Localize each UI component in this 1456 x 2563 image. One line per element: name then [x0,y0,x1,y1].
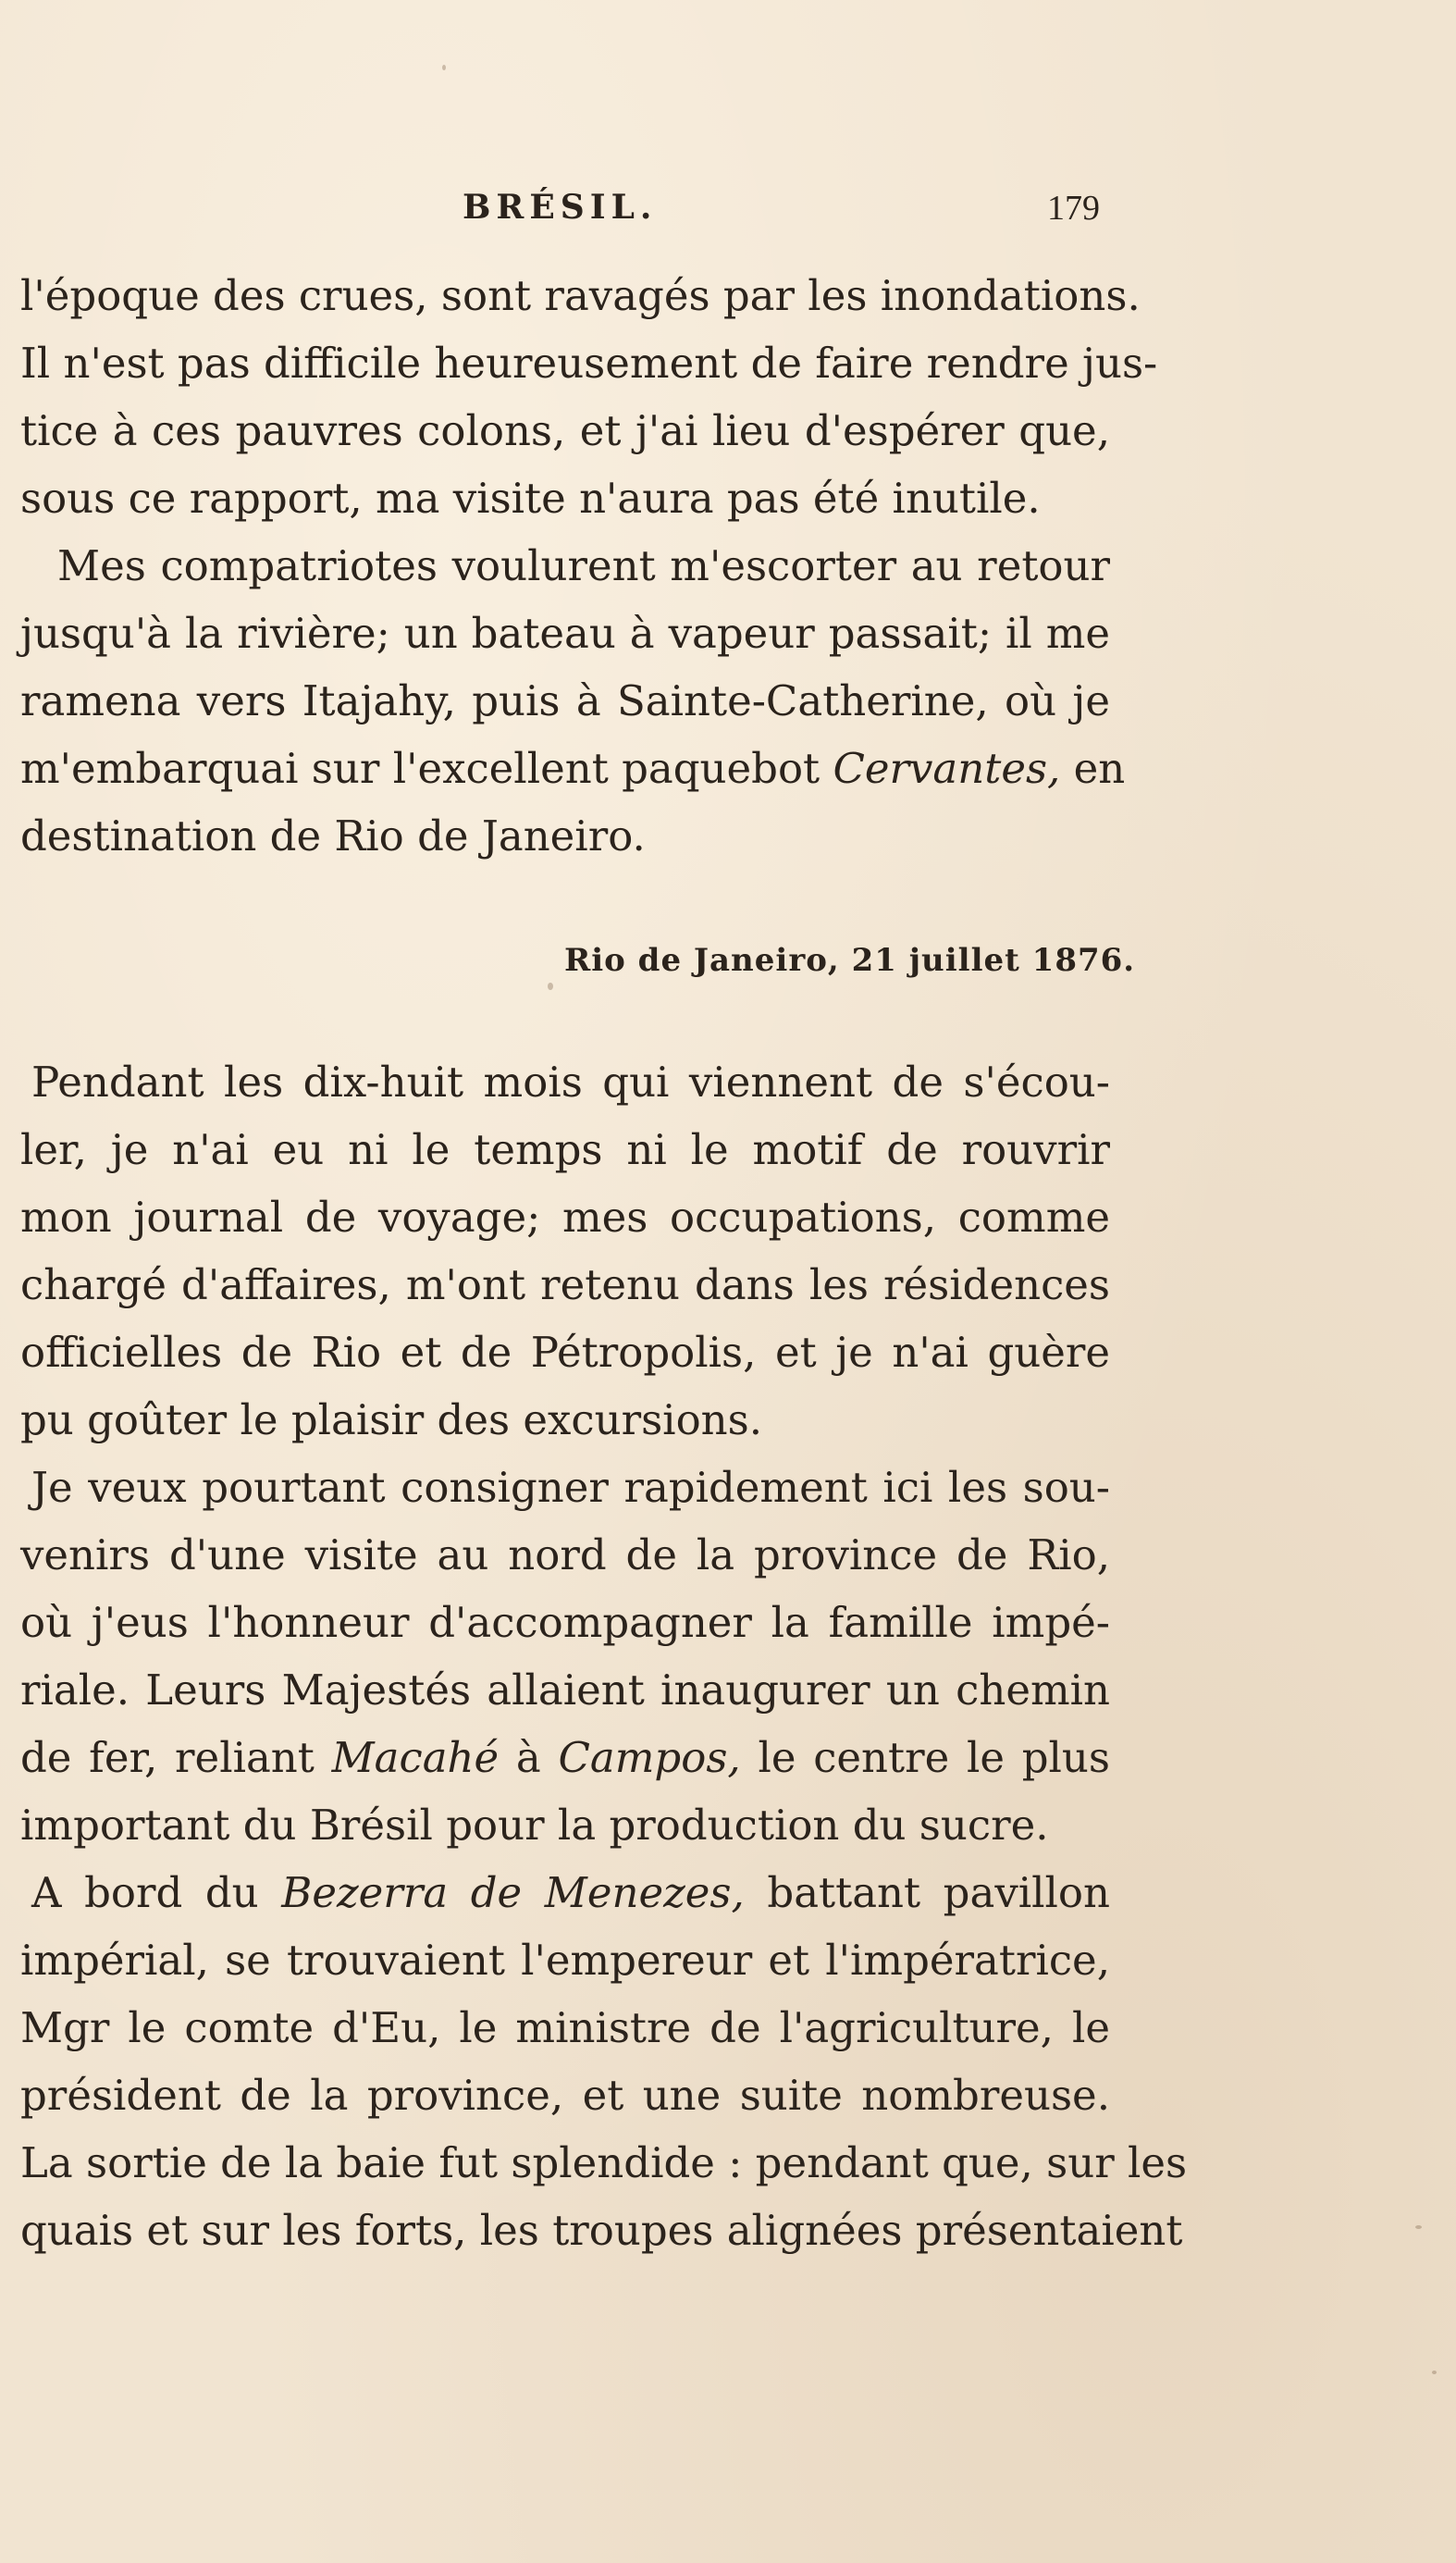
ship-name-italic: Cervantes, [833,744,1061,793]
text-line: Mgr le comte d'Eu, le ministre de l'agriculture, le [20,2003,1110,2052]
text-block-upper [20,262,1158,870]
text-line: riale. Leurs Majestés allaient inaugurer un chemin [20,1665,1110,1715]
text-line: Pendant les dix-huit mois qui viennent de s'écou- [31,1058,1110,1107]
text-segment: battant pavillon [767,1868,1110,1917]
text-line: tice à ces pauvres colons, et j'ai lieu d'espérer que, [20,406,1110,455]
text-line: Il n'est pas difficile heureusement de faire rendre jus- [20,339,1158,388]
paper-speck [442,65,446,70]
paper-speck [548,983,553,990]
text-line: venirs d'une visite au nord de la province de Rio, [20,1530,1110,1579]
running-head [0,188,1456,234]
running-title: BRÉSIL. [463,188,658,227]
text-segment: A bord du [31,1868,259,1917]
dateline: Rio de Janeiro, 21 juillet 1876. [564,942,1136,979]
text-line: où j'eus l'honneur d'accompagner la famille impé- [20,1598,1110,1647]
text-line: important du Brésil pour la production du sucre. [20,1801,1049,1850]
text-line: ler, je n'ai eu ni le temps ni le motif de rouvrir [20,1125,1110,1174]
text-line: pu goûter le plaisir des excursions. [20,1395,763,1444]
text-line: sous ce rapport, ma visite n'aura pas été inutile. [20,474,1041,523]
text-segment: m'embarquai sur l'excellent paquebot [20,744,821,793]
text-line: président de la province, et une suite nombreuse. [20,2071,1110,2120]
text-line: La sortie de la baie fut splendide : pendant que, sur les [20,2138,1188,2187]
text-line: ramena vers Itajahy, puis à Sainte-Catherine, où je [20,676,1110,725]
text-line: Mes compatriotes voulurent m'escorter au retour [57,541,1110,590]
text-segment: le centre le plus [758,1733,1110,1782]
ship-name-italic: Bezerra de Menezes, [281,1868,745,1917]
text-line: l'époque des crues, sont ravagés par les inondations. [20,271,1141,320]
text-line: quais et sur les forts, les troupes alignées présentaient [20,2206,1183,2255]
text-line: officielles de Rio et de Pétropolis, et je n'ai guère [20,1328,1110,1377]
text-line: chargé d'affaires, m'ont retenu dans les résidences [20,1260,1110,1309]
text-line: mon journal de voyage; mes occupations, comme [20,1193,1110,1242]
text-block-lower [20,1048,1188,2264]
page-number: 179 [1047,189,1100,228]
text-line: Je veux pourtant consigner rapidement ici les sou- [31,1463,1110,1512]
text-segment: de fer, reliant [20,1733,315,1782]
text-segment: en [1073,744,1126,793]
text-line-with-italic [20,1859,1110,1926]
text-line: destination de Rio de Janeiro. [20,811,646,861]
text-line: jusqu'à la rivière; un bateau à vapeur passait; il me [20,609,1110,658]
text-line-with-italic [20,735,1126,802]
place-name-italic: Macahé [331,1733,500,1782]
paper-speck [1415,2225,1422,2229]
paper-speck [1432,2371,1437,2374]
text-segment: à [515,1733,541,1782]
text-line-with-italic [20,1724,1110,1791]
place-name-italic: Campos, [558,1733,741,1782]
text-line: impérial, se trouvaient l'empereur et l'impératrice, [20,1936,1110,1985]
